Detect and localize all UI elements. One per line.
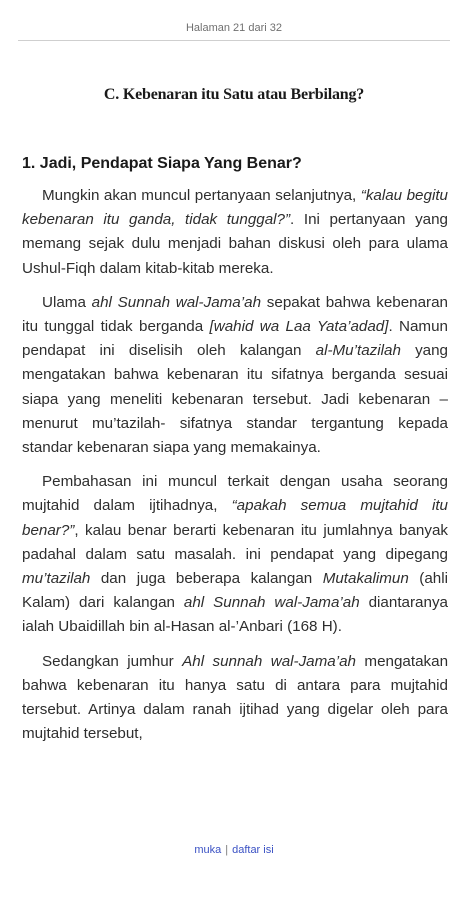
subsection-heading: 1. Jadi, Pendapat Siapa Yang Benar? xyxy=(22,155,302,172)
body-text xyxy=(22,184,448,756)
text-span: diantaranya ialah Ubaidillah bin al-Hasan al-’Anbari (168 H). xyxy=(22,594,448,636)
paragraph-1 xyxy=(22,184,448,281)
text-span: Pembahasan ini muncul terkait dengan usaha seorang mujtahid dalam ijtihadnya, xyxy=(22,473,448,515)
text-span: dan juga beberapa kalangan xyxy=(90,570,323,588)
text-span: sepakat bahwa kebenaran itu tunggal tidak berganda xyxy=(22,293,449,336)
text-span: Sedangkan jumhur xyxy=(42,652,183,670)
italic-span: “kalau begitu kebenaran itu ganda, tidak tunggal?” xyxy=(22,187,448,229)
text-span: mengatakan bahwa kebenaran itu hanya satu di antara para mujtahid tersebut. Artinya dalam ranah ijtihad yang digelar oleh para mujtahid tersebut, xyxy=(22,652,449,743)
nav-separator: | xyxy=(225,844,229,856)
italic-span: “apakah semua mujtahid itu benar?” xyxy=(22,497,448,539)
paragraph-4 xyxy=(22,650,448,747)
italic-span: ahl Sunnah wal-Jama’ah xyxy=(91,293,262,311)
muka-link[interactable]: muka xyxy=(194,844,222,856)
paragraph-3 xyxy=(22,470,448,639)
text-span: (ahli Kalam) dari kalangan xyxy=(22,570,448,612)
text-span: . Namun pendapat ini diselisih oleh kalangan xyxy=(22,318,448,360)
italic-span: ahl Sunnah wal-Jama’ah xyxy=(183,594,360,612)
italic-span: Ahl sunnah wal-Jama’ah xyxy=(182,652,356,670)
italic-span: al-Mu’tazilah xyxy=(315,342,401,360)
paragraph-2 xyxy=(22,291,448,460)
daftar-isi-link[interactable]: daftar isi xyxy=(232,844,274,856)
text-span: yang mengatakan bahwa kebenaran itu sifatnya berganda sesuai siapa yang meneliti kebenaran tersebut. Jadi kebenaran – menurut mu’tazilah- sifatnya standar tergantung kepada standar kebenaran siapa yang memakainya. xyxy=(22,342,448,457)
italic-span: Mutakalimun xyxy=(322,570,409,588)
header-divider xyxy=(18,40,450,41)
text-span: Mungkin akan muncul pertanyaan selanjutnya, xyxy=(42,187,361,204)
italic-span: [wahid wa Laa Yata’adad] xyxy=(209,318,389,336)
page-indicator: Halaman 21 dari 32 xyxy=(185,22,282,34)
section-title: C. Kebenaran itu Satu atau Berbilang? xyxy=(103,86,365,103)
text-span: , kalau benar berarti kebenaran itu jumlahnya banyak padahal dalam satu masalah. ini pendapat yang dipegang xyxy=(22,521,448,563)
text-span: Ulama xyxy=(42,293,92,311)
text-span: . Ini pertanyaan yang memang sejak dulu menjadi bahan diskusi oleh para ulama Ushul-Fiqh dalam kitab-kitab mereka. xyxy=(22,211,449,277)
italic-span: mu’tazilah xyxy=(22,570,91,588)
footer-nav xyxy=(0,844,468,856)
